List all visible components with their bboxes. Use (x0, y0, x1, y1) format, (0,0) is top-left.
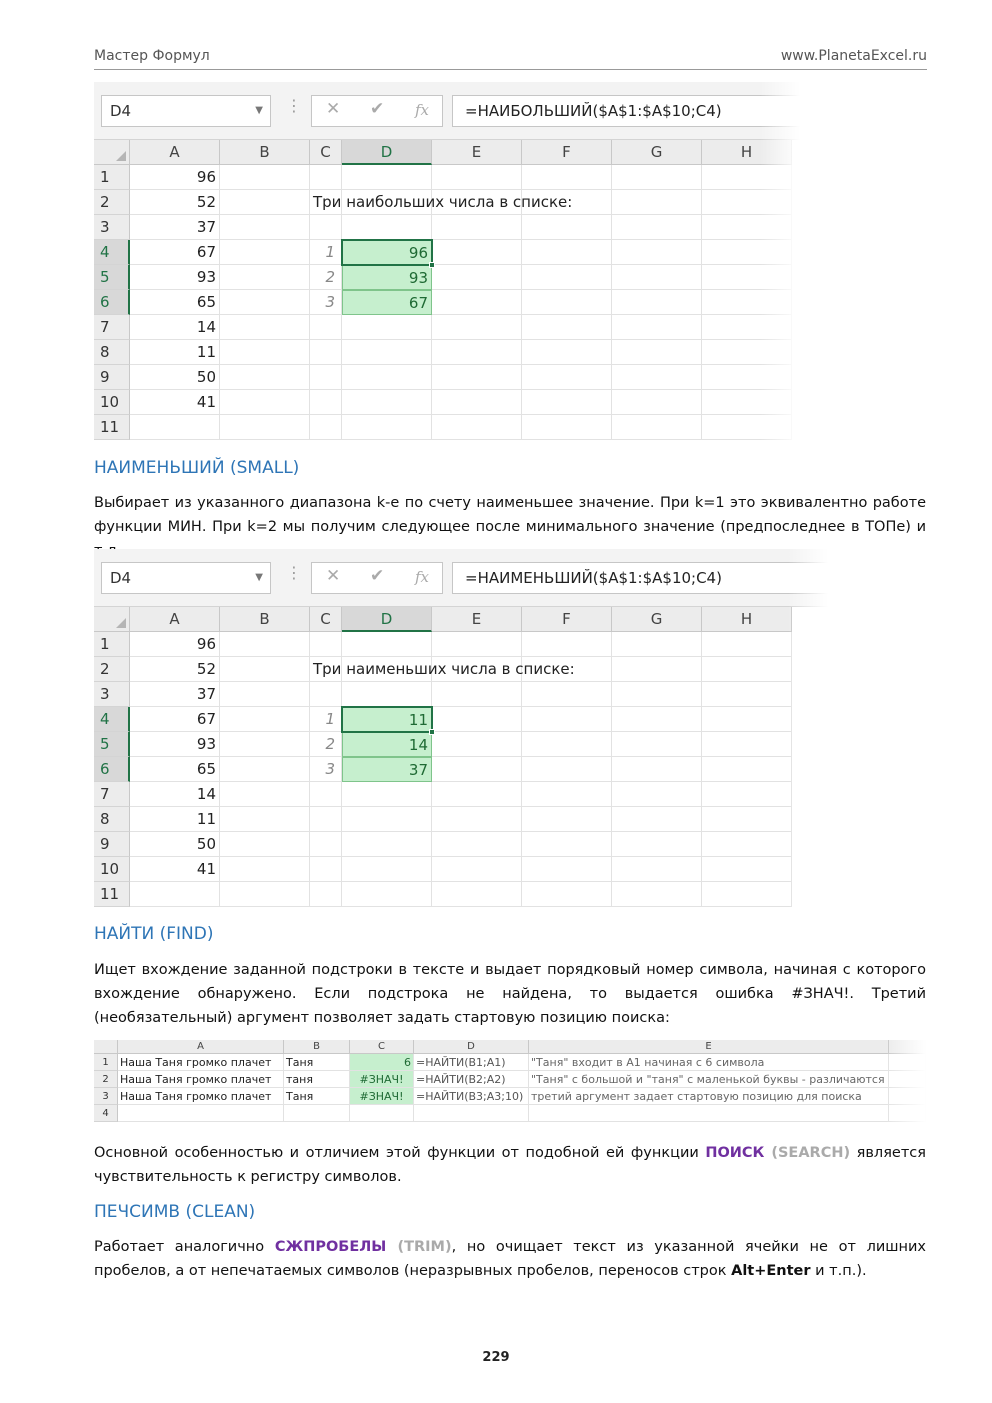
cell[interactable] (612, 782, 702, 807)
trim-function-link[interactable]: СЖПРОБЕЛЫ (274, 1239, 387, 1255)
cell[interactable] (612, 390, 702, 415)
column-header[interactable]: A (118, 1040, 284, 1054)
select-all-corner[interactable] (94, 1040, 118, 1054)
cell[interactable]: 11 (130, 340, 220, 365)
formula-bar (94, 549, 828, 607)
cell[interactable] (310, 390, 342, 415)
cell[interactable]: =НАЙТИ(B2;A2) (414, 1071, 529, 1088)
cell[interactable]: 67 (342, 290, 432, 315)
row-header[interactable]: 4 (94, 240, 130, 265)
cell[interactable] (432, 365, 522, 390)
cell[interactable]: Таня (284, 1054, 350, 1071)
row-header[interactable]: 1 (94, 1054, 118, 1071)
section-text-clean (94, 1235, 926, 1283)
section-title-small: НАИМЕНЬШИЙ (SMALL) (94, 458, 300, 478)
cell[interactable] (220, 165, 310, 190)
row-header[interactable]: 8 (94, 340, 130, 365)
cell[interactable] (342, 632, 432, 657)
cell[interactable]: 41 (130, 390, 220, 415)
find-example-table (94, 1040, 926, 1128)
cell[interactable] (702, 732, 792, 757)
cell[interactable] (522, 707, 612, 732)
cell[interactable]: Наша Таня громко плачет (118, 1088, 284, 1105)
row-header[interactable]: 2 (94, 657, 130, 682)
cell[interactable] (522, 807, 612, 832)
cell[interactable] (702, 707, 792, 732)
column-header[interactable]: C (350, 1040, 414, 1054)
cell[interactable] (702, 882, 792, 907)
cell[interactable] (220, 782, 310, 807)
cell[interactable] (220, 315, 310, 340)
cell[interactable]: 41 (130, 857, 220, 882)
cell[interactable]: 52 (130, 657, 220, 682)
row-header[interactable]: 6 (94, 757, 130, 782)
cell[interactable] (220, 807, 310, 832)
row-header[interactable]: 8 (94, 807, 130, 832)
cell[interactable] (432, 882, 522, 907)
cell[interactable]: 67 (130, 707, 220, 732)
cell[interactable] (310, 682, 342, 707)
row-header[interactable]: 7 (94, 315, 130, 340)
name-box-value: D4 (110, 569, 132, 587)
cell[interactable] (702, 657, 792, 682)
cell[interactable] (432, 315, 522, 340)
row-header[interactable]: 2 (94, 1071, 118, 1088)
cell[interactable]: 50 (130, 365, 220, 390)
cell[interactable]: 96 (130, 165, 220, 190)
name-box[interactable] (101, 95, 271, 127)
row-header[interactable]: 2 (94, 190, 130, 215)
cell[interactable] (522, 290, 612, 315)
cell[interactable]: 14 (130, 315, 220, 340)
section-title-clean: ПЕЧСИМВ (CLEAN) (94, 1202, 256, 1222)
cell[interactable]: #ЗНАЧ! (350, 1071, 414, 1088)
section-text-small: Выбирает из указанного диапазона k-е по счету наименьшее значение. При k=1 это эквивалентно работе функции МИН. При k=2 мы получим следующее после минимального значение (предпоследнее в ТОПе) и (94, 495, 926, 535)
cell[interactable]: третий аргумент задает стартовую позицию для поиска (529, 1088, 889, 1105)
column-header[interactable]: H (702, 140, 792, 165)
fade-edge (788, 549, 828, 908)
column-header[interactable]: G (612, 607, 702, 632)
find-note-a: Основной особенностью и отличием этой функции от подобной ей функции (94, 1145, 706, 1161)
drag-dots-icon[interactable]: ⋮ (286, 563, 302, 582)
formula-input[interactable]: =НАИБОЛЬШИЙ($A$1:$A$10;C4) (452, 95, 800, 127)
cell[interactable]: 37 (130, 682, 220, 707)
cell[interactable] (612, 832, 702, 857)
cell[interactable] (522, 390, 612, 415)
cell[interactable] (612, 165, 702, 190)
cell[interactable] (522, 315, 612, 340)
cell[interactable] (612, 882, 702, 907)
cell[interactable]: таня (284, 1071, 350, 1088)
cell[interactable]: 67 (130, 240, 220, 265)
cell[interactable] (432, 782, 522, 807)
cell[interactable] (432, 807, 522, 832)
cell[interactable] (612, 415, 702, 440)
cell[interactable] (522, 757, 612, 782)
column-header[interactable]: A (130, 607, 220, 632)
row-header[interactable]: 10 (94, 390, 130, 415)
row-header[interactable]: 3 (94, 682, 130, 707)
select-all-corner[interactable] (94, 607, 130, 632)
function-icon[interactable]: fx (415, 568, 430, 586)
cell[interactable] (414, 1105, 529, 1122)
cell[interactable]: 96 (130, 632, 220, 657)
cell[interactable] (432, 632, 522, 657)
cell[interactable] (612, 632, 702, 657)
cell[interactable] (522, 857, 612, 882)
cell[interactable] (612, 682, 702, 707)
excel-screenshot-small (94, 549, 828, 908)
row-header[interactable]: 9 (94, 832, 130, 857)
cell[interactable] (432, 832, 522, 857)
search-function-en: (SEARCH) (764, 1145, 851, 1161)
row-header[interactable]: 3 (94, 215, 130, 240)
cell[interactable] (342, 365, 432, 390)
cell[interactable]: 1 (310, 707, 342, 732)
cell[interactable] (310, 632, 342, 657)
fill-handle[interactable] (429, 262, 435, 268)
column-header[interactable]: D (414, 1040, 529, 1054)
cell[interactable] (612, 190, 702, 215)
cell[interactable]: 93 (130, 732, 220, 757)
cell[interactable] (432, 857, 522, 882)
cell[interactable] (220, 265, 310, 290)
cell[interactable] (342, 165, 432, 190)
cell[interactable]: 6 (350, 1054, 414, 1071)
cell[interactable] (522, 265, 612, 290)
row-header[interactable]: 11 (94, 882, 130, 907)
cell[interactable] (342, 215, 432, 240)
cell[interactable]: #ЗНАЧ! (350, 1088, 414, 1105)
cell[interactable] (220, 757, 310, 782)
cell[interactable]: 2 (310, 732, 342, 757)
cell[interactable]: 65 (130, 290, 220, 315)
row-header[interactable]: 11 (94, 415, 130, 440)
cell[interactable] (612, 365, 702, 390)
cell[interactable] (702, 857, 792, 882)
cell[interactable] (702, 832, 792, 857)
row-header[interactable]: 5 (94, 265, 130, 290)
cell[interactable] (432, 415, 522, 440)
name-box[interactable] (101, 562, 271, 594)
cell[interactable] (220, 707, 310, 732)
cell[interactable]: Таня (284, 1088, 350, 1105)
table-caption: Три наименьших числа в списке: (313, 660, 575, 678)
cell[interactable] (310, 365, 342, 390)
cell[interactable]: 3 (310, 290, 342, 315)
cell[interactable] (612, 857, 702, 882)
row-header[interactable]: 6 (94, 290, 130, 315)
cell[interactable] (612, 315, 702, 340)
cell[interactable]: 93 (130, 265, 220, 290)
cancel-icon[interactable]: ✕ (326, 99, 341, 119)
column-header[interactable]: E (432, 140, 522, 165)
cell[interactable]: 11 (130, 807, 220, 832)
cell[interactable] (522, 165, 612, 190)
cell[interactable] (522, 682, 612, 707)
check-icon[interactable]: ✔ (370, 99, 385, 119)
trim-function-en: (TRIM) (386, 1239, 452, 1255)
cell[interactable] (432, 290, 522, 315)
cell[interactable] (432, 340, 522, 365)
cell[interactable] (702, 757, 792, 782)
cell[interactable] (342, 415, 432, 440)
cell[interactable] (612, 757, 702, 782)
cell[interactable] (342, 782, 432, 807)
cell[interactable]: =НАЙТИ(B1;A1) (414, 1054, 529, 1071)
cell[interactable] (702, 807, 792, 832)
cell[interactable] (342, 340, 432, 365)
cell[interactable]: =НАЙТИ(B3;A3;10) (414, 1088, 529, 1105)
row-header[interactable]: 9 (94, 365, 130, 390)
header-title: Мастер Формул (94, 48, 210, 64)
cell[interactable] (342, 882, 432, 907)
cell[interactable] (522, 215, 612, 240)
clean-a: Работает аналогично (94, 1239, 275, 1255)
row-header[interactable]: 5 (94, 732, 130, 757)
column-header[interactable]: F (522, 140, 612, 165)
row-header[interactable]: 7 (94, 782, 130, 807)
fill-handle[interactable] (429, 729, 435, 735)
cell[interactable]: 37 (342, 757, 432, 782)
column-header[interactable]: H (702, 607, 792, 632)
column-header[interactable]: B (284, 1040, 350, 1054)
cell[interactable] (522, 415, 612, 440)
cell[interactable]: 3 (310, 757, 342, 782)
cell[interactable] (612, 240, 702, 265)
cell[interactable] (612, 340, 702, 365)
function-icon[interactable]: fx (415, 101, 430, 119)
column-header[interactable]: B (220, 607, 310, 632)
search-function-link[interactable]: ПОИСК (705, 1145, 765, 1161)
cell[interactable] (702, 782, 792, 807)
cell[interactable] (612, 707, 702, 732)
select-all-corner[interactable] (94, 140, 130, 165)
cell[interactable] (310, 340, 342, 365)
clean-d: , но очищает текст из указанной ячейки не от лишних пробелов, а от непечатаемых символов (неразрывных пробелов, переносов строк (94, 1239, 927, 1279)
cell[interactable] (342, 390, 432, 415)
cell[interactable] (220, 657, 310, 682)
cell[interactable]: Наша Таня громко плачет (118, 1071, 284, 1088)
cell[interactable] (310, 215, 342, 240)
fade-edge (886, 1040, 926, 1128)
header-url: www.PlanetaExcel.ru (780, 48, 927, 64)
cell[interactable] (612, 807, 702, 832)
cell[interactable]: "Таня" входит в A1 начиная с 6 символа (529, 1054, 889, 1071)
excel-screenshot-large (94, 82, 800, 441)
cell[interactable] (220, 682, 310, 707)
cell[interactable] (432, 215, 522, 240)
cell[interactable] (310, 782, 342, 807)
fade-edge (760, 82, 800, 441)
row-header[interactable]: 1 (94, 632, 130, 657)
cell[interactable]: 37 (130, 215, 220, 240)
formula-input[interactable]: =НАИМЕНЬШИЙ($A$1:$A$10;C4) (452, 562, 828, 594)
cell[interactable]: 2 (310, 265, 342, 290)
check-icon[interactable]: ✔ (370, 566, 385, 586)
find-note (94, 1141, 926, 1189)
cell[interactable] (522, 882, 612, 907)
cell[interactable] (310, 165, 342, 190)
cell[interactable] (432, 265, 522, 290)
cell[interactable] (522, 340, 612, 365)
cell[interactable] (612, 215, 702, 240)
cell[interactable] (702, 682, 792, 707)
cancel-icon[interactable]: ✕ (326, 566, 341, 586)
section-text-find: Ищет вхождение заданной подстроки в тексте и выдает порядковый номер символа, начиная с которого вхождение обнаружено. Если подстрока не найдена, то выдается ошибка #ЗНАЧ!. Третий (необязательный) аргумент позволяет задать стартовую позицию поиска: (94, 962, 926, 1026)
cell[interactable] (220, 240, 310, 265)
column-header[interactable]: C (310, 140, 342, 165)
name-box-value: D4 (110, 102, 132, 120)
cell[interactable] (220, 832, 310, 857)
cell[interactable] (220, 882, 310, 907)
cell[interactable] (432, 240, 522, 265)
cell[interactable] (612, 657, 702, 682)
cell[interactable]: Наша Таня громко плачет (118, 1054, 284, 1071)
column-header[interactable]: D (342, 607, 432, 632)
column-header[interactable]: C (310, 607, 342, 632)
cell[interactable] (220, 390, 310, 415)
cell[interactable] (220, 632, 310, 657)
formula-buttons (311, 95, 443, 127)
cell[interactable] (522, 240, 612, 265)
cell[interactable] (220, 215, 310, 240)
cell[interactable] (342, 682, 432, 707)
formula-buttons (311, 562, 443, 594)
cell[interactable]: 11 (342, 707, 432, 732)
cell[interactable] (220, 857, 310, 882)
cell[interactable] (130, 882, 220, 907)
cell[interactable] (342, 807, 432, 832)
cell[interactable] (432, 757, 522, 782)
cell[interactable] (118, 1105, 284, 1122)
row-header[interactable]: 4 (94, 707, 130, 732)
cell[interactable]: 14 (342, 732, 432, 757)
column-header[interactable]: E (529, 1040, 889, 1054)
cell[interactable] (310, 832, 342, 857)
cell[interactable]: 52 (130, 190, 220, 215)
cell[interactable] (432, 707, 522, 732)
section-title-find: НАЙТИ (FIND) (94, 924, 214, 944)
cell[interactable] (220, 290, 310, 315)
cell[interactable] (350, 1105, 414, 1122)
cell[interactable] (432, 390, 522, 415)
table-caption: Три наибольших числа в списке: (313, 193, 573, 211)
cell[interactable] (432, 732, 522, 757)
column-header[interactable]: E (432, 607, 522, 632)
cell[interactable] (522, 365, 612, 390)
page-number: 229 (482, 1350, 510, 1365)
cell[interactable] (220, 190, 310, 215)
cell[interactable] (342, 315, 432, 340)
column-header[interactable]: F (522, 607, 612, 632)
chevron-down-icon[interactable]: ▼ (255, 105, 263, 116)
clean-f: и т.п.). (810, 1263, 867, 1279)
active-cell-border (341, 239, 433, 266)
cell[interactable]: "Таня" с большой и "таня" с маленькой буквы - различаются (529, 1071, 889, 1088)
cell[interactable] (529, 1105, 889, 1122)
cell[interactable] (220, 365, 310, 390)
row-header[interactable]: 1 (94, 165, 130, 190)
cell[interactable] (432, 165, 522, 190)
cell[interactable] (612, 290, 702, 315)
cell[interactable] (702, 632, 792, 657)
row-header[interactable]: 4 (94, 1105, 118, 1122)
cell[interactable] (310, 807, 342, 832)
cell[interactable] (310, 857, 342, 882)
cell[interactable] (220, 340, 310, 365)
alt-enter-keys: Alt+Enter (731, 1263, 811, 1279)
chevron-down-icon[interactable]: ▼ (255, 572, 263, 583)
cell[interactable] (522, 782, 612, 807)
cell[interactable] (612, 732, 702, 757)
column-header[interactable]: B (220, 140, 310, 165)
cell[interactable] (220, 732, 310, 757)
cell[interactable]: 93 (342, 265, 432, 290)
cell[interactable] (432, 682, 522, 707)
row-header[interactable]: 3 (94, 1088, 118, 1105)
page-header (94, 48, 927, 70)
column-header[interactable]: A (130, 140, 220, 165)
cell[interactable] (130, 415, 220, 440)
cell[interactable] (342, 857, 432, 882)
find-note-d: является чувствительность к регистру символов. (94, 1145, 926, 1185)
cell[interactable] (284, 1105, 350, 1122)
cell[interactable]: 14 (130, 782, 220, 807)
cell[interactable] (522, 832, 612, 857)
cell[interactable] (310, 315, 342, 340)
column-header[interactable]: G (612, 140, 702, 165)
cell[interactable] (310, 415, 342, 440)
cell[interactable]: 96 (342, 240, 432, 265)
formula-bar (94, 82, 800, 140)
cell[interactable] (522, 732, 612, 757)
column-header[interactable]: D (342, 140, 432, 165)
cell[interactable] (522, 632, 612, 657)
cell[interactable] (220, 415, 310, 440)
cell[interactable] (342, 832, 432, 857)
cell[interactable]: 65 (130, 757, 220, 782)
active-cell-border (341, 706, 433, 733)
cell[interactable] (310, 882, 342, 907)
cell[interactable]: 1 (310, 240, 342, 265)
cell[interactable]: 50 (130, 832, 220, 857)
row-header[interactable]: 10 (94, 857, 130, 882)
cell[interactable] (612, 265, 702, 290)
drag-dots-icon[interactable]: ⋮ (286, 96, 302, 115)
